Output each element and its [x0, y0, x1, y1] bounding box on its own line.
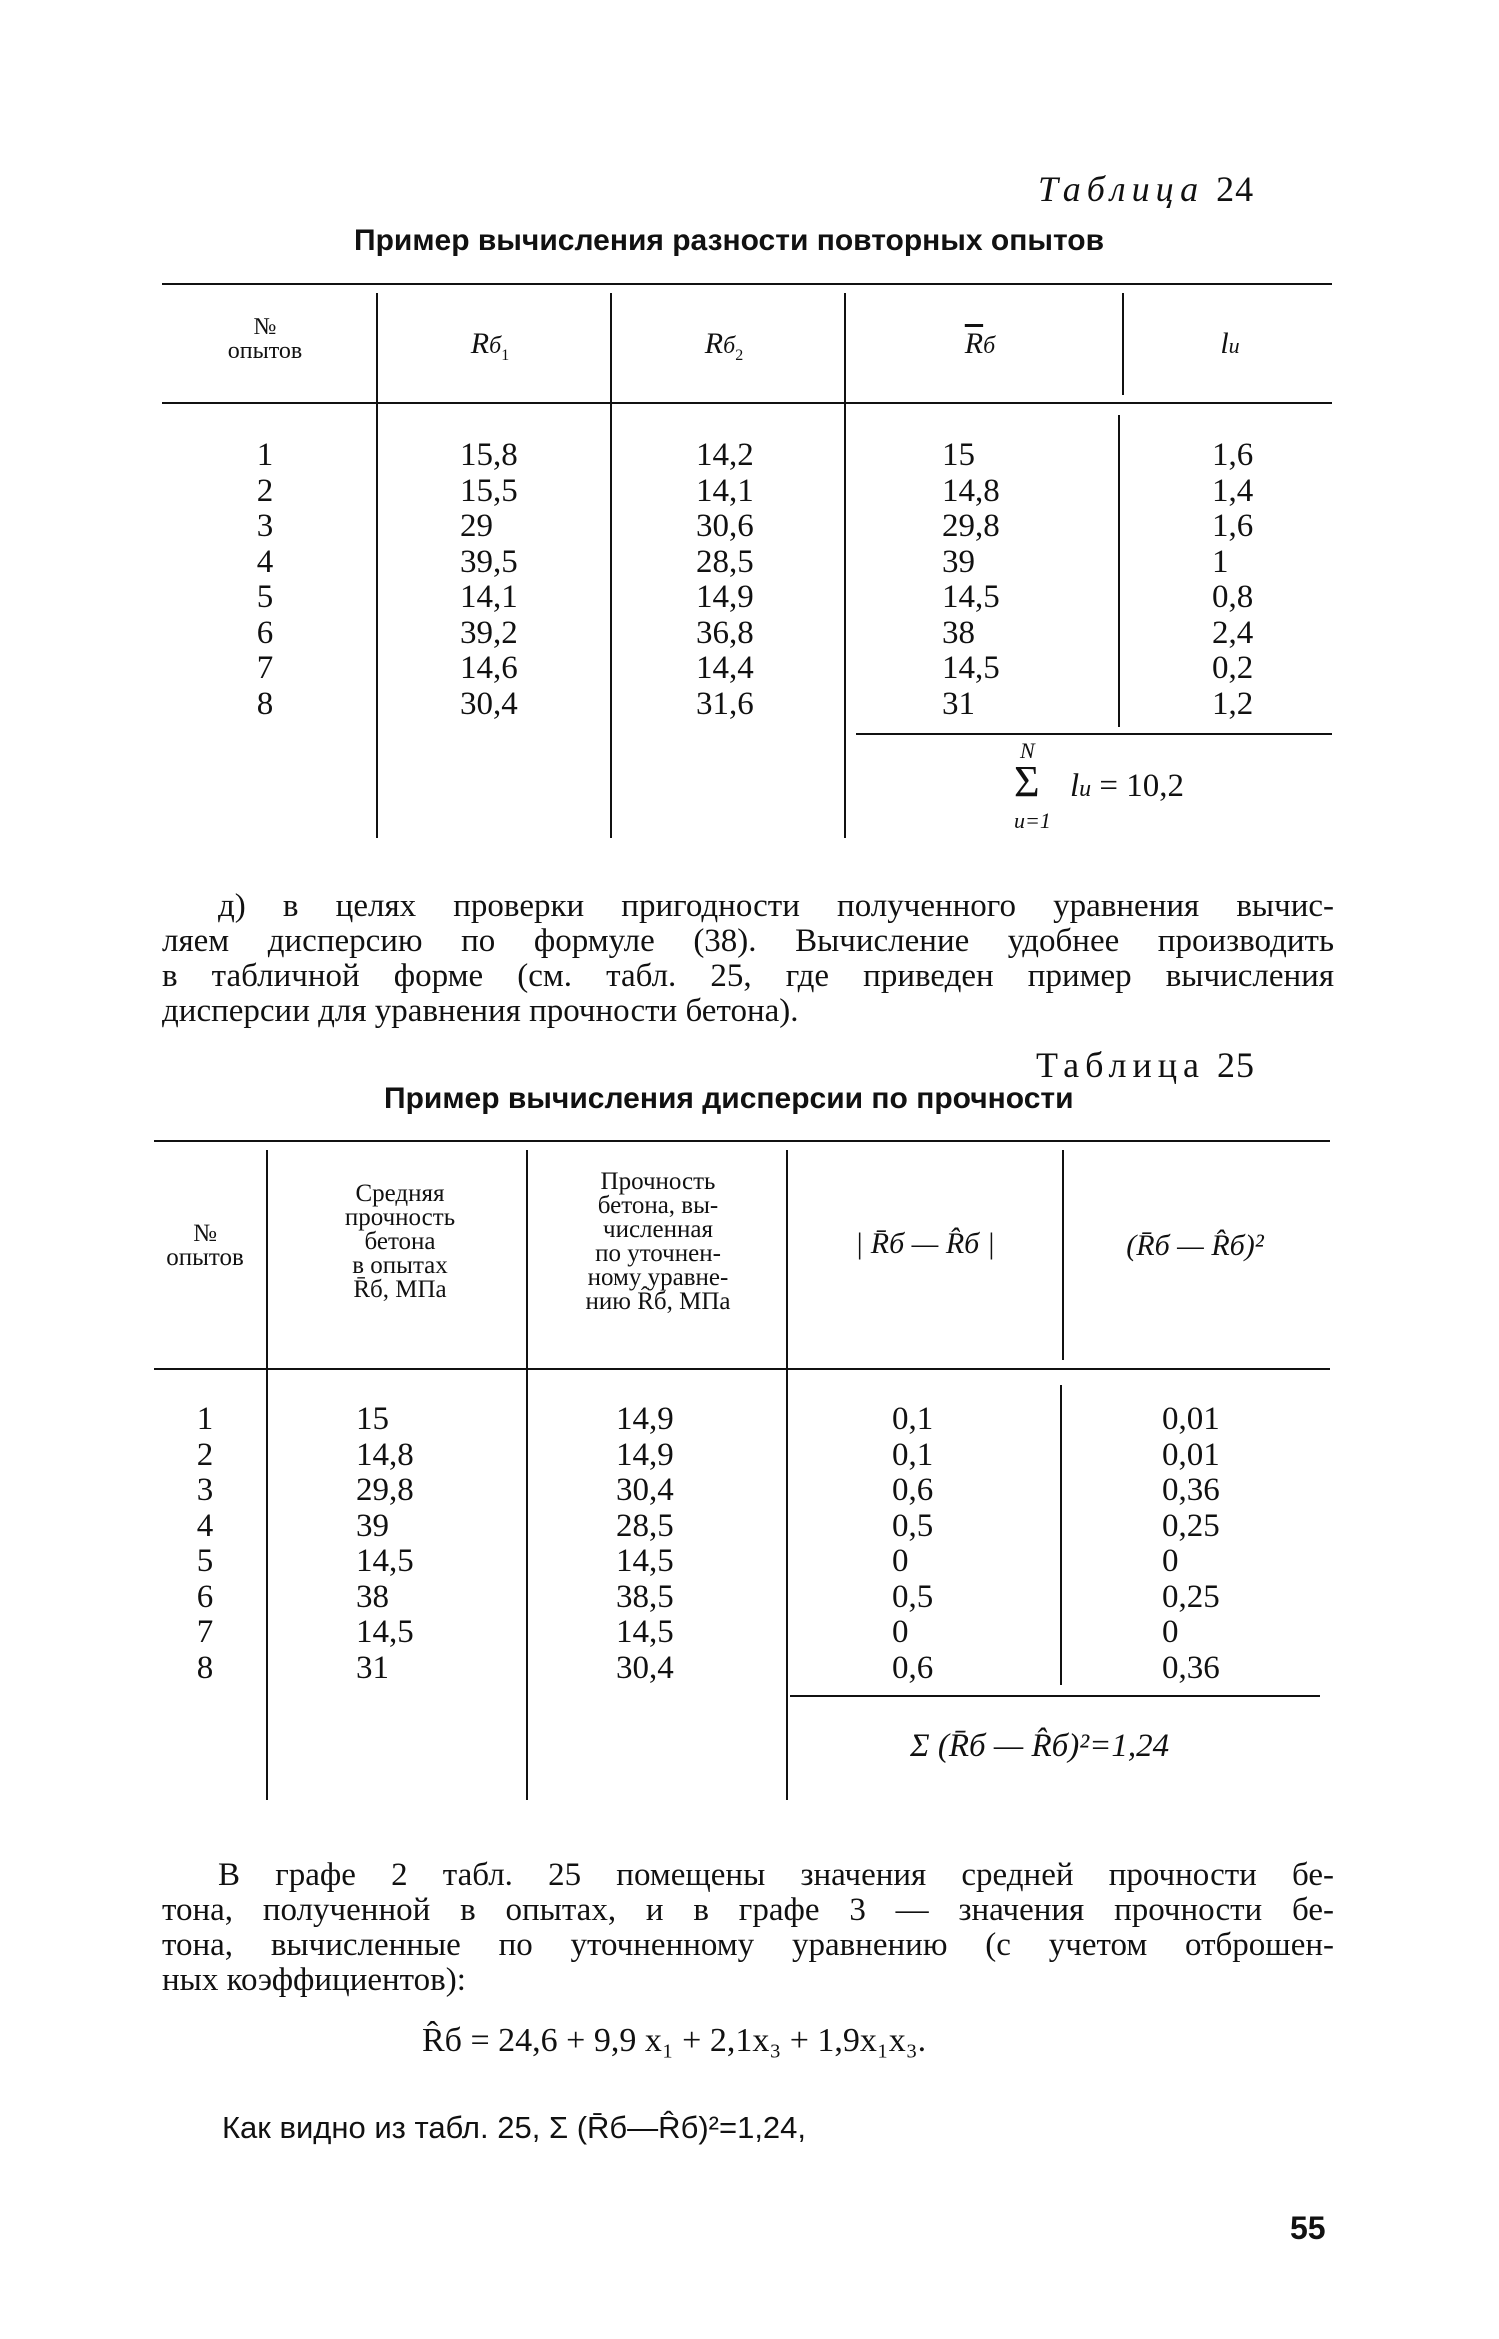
table24-column-rmean-cell: 14,5 — [942, 650, 1000, 686]
table25-column-sq-cell: 0,36 — [1162, 1472, 1220, 1508]
table25-column-abs — [892, 1402, 992, 1686]
table25-column-no-cell: 8 — [196, 1649, 214, 1686]
table25-column-abs-cell: 0,1 — [892, 1436, 934, 1473]
table25-column-calc-cell: 14,5 — [616, 1614, 674, 1650]
table24-column-r2-cell: 14,1 — [696, 472, 754, 509]
table25-column-calc — [616, 1402, 726, 1686]
table25-column-calc-cell: 14,5 — [616, 1543, 674, 1579]
table25-column-mean-cell: 39 — [356, 1507, 389, 1544]
table25-divider-4-lower — [1060, 1385, 1062, 1685]
table24-column-no-cell: 5 — [256, 579, 274, 615]
table24-caption-number: 24 — [1216, 169, 1255, 209]
table24-column-lu-cell: 2,4 — [1212, 614, 1254, 651]
paragraph1-line-4: дисперсии для уравнения прочности бетона). — [162, 993, 799, 1029]
table25-column-abs-cell: 0,1 — [892, 1401, 934, 1437]
table24-column-lu-cell: 0,2 — [1212, 650, 1254, 686]
conclusion-line: Как видно из табл. 25, Σ (R̄б—R̂б)²=1,24, — [222, 2110, 807, 2145]
table24-header-r1: $Rб_1$ — [470, 327, 510, 364]
paragraph1-line-1: д) в целях проверки пригодности полученного уравнения вычис- — [218, 888, 1334, 924]
table24-divider-4-lower — [1118, 415, 1120, 727]
table24-column-lu-cell: 1,4 — [1212, 472, 1254, 509]
table24-column-no-cell: 7 — [256, 650, 274, 686]
table25-column-abs-cell: 0,5 — [892, 1578, 934, 1615]
table25-column-no — [180, 1402, 230, 1686]
paragraph2-line-3: тона, вычисленные по уточненному уравнению (с учетом отброшен- — [162, 1927, 1334, 1963]
table25-sum-line: Σ (R̄б — R̂б)²=1,24 — [910, 1728, 1170, 1764]
paragraph2-line-4: ных коэффициентов): — [162, 1962, 466, 1998]
table25-column-sq-cell: 0,01 — [1162, 1436, 1220, 1473]
table24-column-rmean-cell: 29,8 — [942, 508, 1000, 544]
table24-column-rmean-cell: 14,5 — [942, 579, 1000, 615]
table24-caption-word: Таблица — [1038, 169, 1205, 209]
table24-column-r2-cell: 31,6 — [696, 685, 754, 722]
table24-column-no-cell: 8 — [256, 685, 274, 722]
table25-column-calc-cell: 38,5 — [616, 1578, 674, 1615]
table24-divider-2 — [610, 293, 612, 838]
table24-column-r1-cell: 14,1 — [460, 579, 518, 615]
table25-column-calc-cell: 14,9 — [616, 1401, 674, 1437]
table24-sum-top: N — [1020, 738, 1035, 763]
table24-sum-sign: Σ — [1014, 757, 1040, 806]
table25-column-no-cell: 2 — [196, 1436, 214, 1473]
table25-column-sq-cell: 0 — [1162, 1614, 1179, 1650]
table24-header-lu: lu — [1220, 327, 1240, 360]
table25-column-sq-cell: 0,25 — [1162, 1507, 1220, 1544]
table24-column-r1-cell: 30,4 — [460, 685, 518, 722]
table25-top-rule — [154, 1140, 1330, 1142]
table24-column-rmean-cell: 38 — [942, 614, 975, 651]
table25-column-no-cell: 6 — [196, 1578, 214, 1615]
table24-column-lu-cell: 1 — [1212, 543, 1229, 580]
table24-column-no-cell: 3 — [256, 508, 274, 544]
table25-column-sq-cell: 0 — [1162, 1543, 1179, 1579]
table24-column-no-cell: 6 — [256, 614, 274, 651]
table25-column-mean-cell: 14,5 — [356, 1543, 414, 1579]
table24-column-r2-cell: 36,8 — [696, 614, 754, 651]
table24-column-r1-cell: 29 — [460, 508, 493, 544]
paragraph2-line-2: тона, полученной в опытах, и в графе 3 — значения прочности бе- — [162, 1892, 1334, 1928]
table24-column-rmean-cell: 31 — [942, 685, 975, 722]
table24-divider-1 — [376, 293, 378, 838]
table25-column-sq-cell: 0,25 — [1162, 1578, 1220, 1615]
table25-header-no: № опытов — [166, 1220, 244, 1271]
table24-sum-expression: lu = 10,2 — [1070, 768, 1185, 804]
table25-column-abs-cell: 0,6 — [892, 1472, 934, 1508]
table24-column-r1-cell: 39,5 — [460, 543, 518, 580]
page-number: 55 — [1290, 2210, 1326, 2246]
table24-column-r2-cell: 14,9 — [696, 579, 754, 615]
table24-column-rmean-cell: 14,8 — [942, 472, 1000, 509]
table25-column-mean-cell: 14,5 — [356, 1614, 414, 1650]
table25-sum-rule — [790, 1695, 1320, 1697]
table25-column-no-cell: 5 — [196, 1543, 214, 1579]
table25-caption-word: Таблица — [1036, 1045, 1205, 1085]
table24-column-lu-cell: 0,8 — [1212, 579, 1254, 615]
table25-column-mean-cell: 38 — [356, 1578, 389, 1615]
table25-column-calc-cell: 28,5 — [616, 1507, 674, 1544]
table24-sum — [1010, 738, 1260, 838]
table25-column-mean-cell: 29,8 — [356, 1472, 414, 1508]
table25-column-calc-cell: 14,9 — [616, 1436, 674, 1473]
table24-sum-rule — [856, 733, 1332, 735]
table24-column-rmean — [942, 438, 1052, 722]
table25-header-rule — [154, 1368, 1330, 1370]
table25-caption — [1036, 1044, 1255, 1086]
table24-header-rule — [162, 402, 1332, 404]
table24-column-no — [240, 438, 290, 722]
table25-divider-3 — [786, 1150, 788, 1800]
paragraph2-line-1: В графе 2 табл. 25 помещены значения средней прочности бе- — [218, 1857, 1334, 1893]
table25-column-sq-cell: 0,36 — [1162, 1649, 1220, 1686]
table24-column-lu-cell: 1,6 — [1212, 508, 1254, 544]
table24-column-r1-cell: 15,5 — [460, 472, 518, 509]
table24-column-r1-cell: 39,2 — [460, 614, 518, 651]
table24-sum-bottom: u=1 — [1014, 808, 1051, 833]
table25-divider-1 — [266, 1150, 268, 1800]
paragraph1-line-3: в табличной форме (см. табл. 25, где приведен пример вычисления — [162, 958, 1334, 994]
table25-column-no-cell: 3 — [196, 1472, 214, 1508]
table24-column-rmean-cell: 39 — [942, 543, 975, 580]
table25-header-abs: | R̄б — R̂б | — [855, 1227, 995, 1260]
table25-column-mean — [356, 1402, 466, 1686]
table24-column-r1 — [460, 438, 560, 722]
table25-divider-4-upper — [1062, 1150, 1064, 1360]
table24-column-r1-cell: 15,8 — [460, 437, 518, 473]
table24-column-r1-cell: 14,6 — [460, 650, 518, 686]
table25-header-mean: Средняя прочность бетона в опытах R̄б, МПа — [344, 1180, 456, 1303]
table24-column-lu-cell: 1,2 — [1212, 685, 1254, 722]
table25-column-no-cell: 1 — [196, 1401, 214, 1437]
table24-header-r2: $Rб_2$ — [704, 327, 744, 364]
table25-column-abs-cell: 0,6 — [892, 1649, 934, 1686]
table24-column-no-cell: 1 — [256, 437, 274, 473]
table24-column-r2 — [696, 438, 796, 722]
table25-title: Пример вычисления дисперсии по прочности — [384, 1082, 1074, 1115]
table24-column-no-cell: 2 — [256, 472, 274, 509]
regression-equation: R̂б = 24,6 + 9,9 x₁ + 2,1x₃ + 1,9x₁x₃. — [422, 2022, 927, 2059]
paragraph-columns-explanation — [162, 1858, 1334, 1998]
table24-column-r2-cell: 14,2 — [696, 437, 754, 473]
table25-column-sq — [1162, 1402, 1272, 1686]
table24-caption — [1038, 168, 1254, 210]
table25-caption-number: 25 — [1216, 1045, 1255, 1085]
table24-header-rmean: $\overline{R}б$ — [964, 327, 996, 360]
table25-column-mean-cell: 31 — [356, 1649, 389, 1686]
table24-column-rmean-cell: 15 — [942, 437, 975, 473]
table24-column-no-cell: 4 — [256, 543, 274, 580]
paragraph1-line-2: ляем дисперсию по формуле (38). Вычисление удобнее производить — [162, 923, 1334, 959]
table25-column-mean-cell: 15 — [356, 1401, 389, 1437]
paragraph-dispersion-intro — [162, 889, 1334, 1029]
table24-column-lu — [1212, 438, 1292, 722]
table25-column-sq-cell: 0,01 — [1162, 1401, 1220, 1437]
table25-header-calc: Прочность бетона, вы- численная по уточнен- ному уравне- нию R̂б, МПа — [585, 1168, 731, 1315]
table25-column-calc-cell: 30,4 — [616, 1472, 674, 1508]
table24-divider-4-upper — [1122, 293, 1124, 395]
table24-column-r2-cell: 14,4 — [696, 650, 754, 686]
table25-column-no-cell: 4 — [196, 1507, 214, 1544]
table24-header-no: № опытов — [227, 314, 303, 364]
table25-column-mean-cell: 14,8 — [356, 1436, 414, 1473]
table25-column-no-cell: 7 — [196, 1614, 214, 1650]
table24-column-r2-cell: 30,6 — [696, 508, 754, 544]
table25-header-sq: (R̄б — R̂б)² — [1126, 1229, 1264, 1262]
table24-title: Пример вычисления разности повторных опытов — [354, 224, 1105, 257]
table24-divider-3 — [844, 293, 846, 838]
table24-column-lu-cell: 1,6 — [1212, 437, 1254, 473]
table25-divider-2 — [526, 1150, 528, 1800]
table24-top-rule — [162, 283, 1332, 285]
table25-column-calc-cell: 30,4 — [616, 1649, 674, 1686]
table25-column-abs-cell: 0,5 — [892, 1507, 934, 1544]
table24-column-r2-cell: 28,5 — [696, 543, 754, 580]
table25-column-abs-cell: 0 — [892, 1614, 909, 1650]
table25-column-abs-cell: 0 — [892, 1543, 909, 1579]
